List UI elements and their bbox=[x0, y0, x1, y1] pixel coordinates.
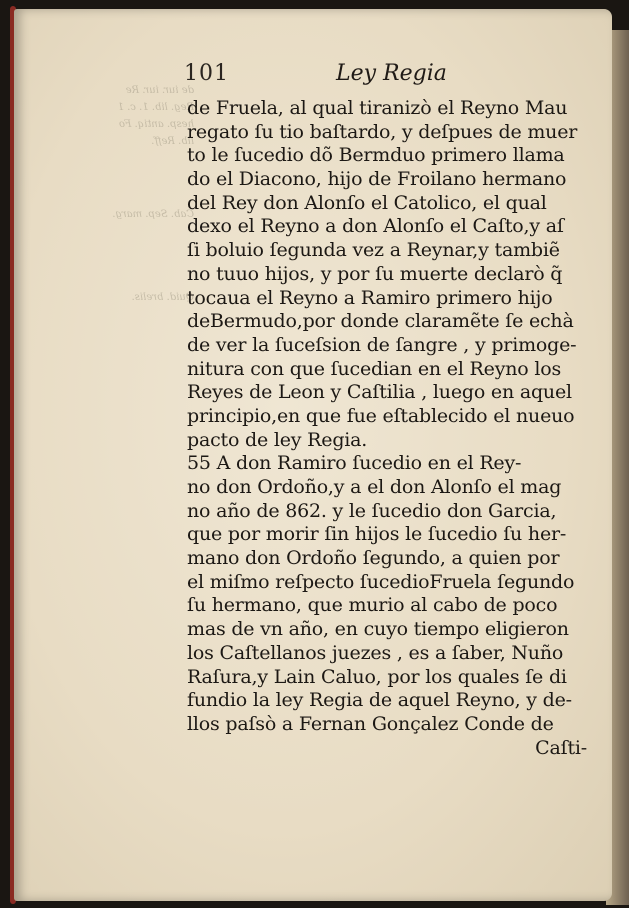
text-line: mano don Ordoño ſegundo, a quien por bbox=[187, 547, 560, 570]
text-line: de ver la ſuceſsion de ſangre , y primoge- bbox=[187, 333, 577, 356]
text-line: pacto de ley Regia. bbox=[187, 428, 368, 451]
text-line: 55 A don Ramiro ſucedio en el Rey- bbox=[187, 452, 522, 475]
margin-note: lib. Reff. bbox=[151, 136, 194, 147]
text-line: to le ſucedio dõ Bermduo primero llama bbox=[187, 144, 565, 167]
text-line: del Rey don Alonſo el Catolico, el qual bbox=[187, 191, 547, 214]
text-line: los Caſtellanos juezes , es a ſaber, Nuño bbox=[187, 641, 564, 664]
text-line: llos paſsò a Fernan Gonçalez Conde de bbox=[187, 712, 554, 735]
text-line: do el Diacono, hijo de Froilano hermano bbox=[187, 168, 567, 191]
page-number: 101 bbox=[184, 61, 229, 86]
text-line: tocaua el Reyno a Ramiro primero hijo bbox=[187, 286, 553, 309]
body-text bbox=[187, 97, 587, 760]
text-line: nitura con que ſucedian en el Reyno los bbox=[187, 357, 562, 380]
text-line: de Fruela, al qual tiranizò el Reyno Mau bbox=[187, 97, 568, 119]
margin-note: Reg. lib. 1. c. 1 bbox=[117, 102, 194, 113]
text-line: principio,en que fue eſtablecido el nueuo bbox=[187, 404, 575, 427]
text-line: ſi boluio ſegunda vez a Reynar,y tambiẽ bbox=[187, 239, 560, 262]
margin-note: Cab. Sep. marg. bbox=[112, 209, 194, 220]
text-line: Reyes de Leon y Caſtilia , luego en aquel bbox=[187, 381, 572, 404]
text-line: regato ſu tio baſtardo, y deſpues de muer bbox=[187, 120, 578, 143]
margin-note: hesp. antiq. Fo bbox=[118, 119, 194, 130]
text-line: no tuuo hijos, y por ſu muerte declarò q̃ bbox=[187, 262, 563, 285]
margin-note: de iur. iur. Re bbox=[125, 85, 194, 96]
margin-note: Quid. brelis. bbox=[131, 292, 194, 303]
bleed-through-margin-notes bbox=[64, 84, 194, 308]
text-line: dexo el Reyno a don Alonſo el Caſto,y aſ bbox=[187, 215, 564, 238]
catchword: Caſti- bbox=[535, 736, 587, 759]
text-line: fundio la ley Regia de aquel Reyno, y de- bbox=[187, 689, 572, 712]
text-line: el miſmo reſpecto ſucedioFruela ſegundo bbox=[187, 570, 575, 593]
page-paper bbox=[14, 9, 612, 901]
text-line: que por morir ſin hijos le ſucedio ſu her- bbox=[187, 523, 567, 546]
text-line: no don Ordoño,y a el don Alonſo el mag bbox=[187, 476, 562, 498]
text-line: no año de 862. y le ſucedio don Garcia, bbox=[187, 499, 557, 522]
running-head: Ley Regia bbox=[336, 61, 447, 86]
text-line: deBermudo,por donde claramẽte ſe echà bbox=[187, 310, 574, 333]
text-line: ſu hermano, que murio al cabo de poco bbox=[187, 594, 558, 617]
text-line: mas de vn año, en cuyo tiempo eligieron bbox=[187, 618, 569, 641]
text-line: Raſura,y Lain Caluo, por los quales ſe di bbox=[187, 665, 567, 688]
